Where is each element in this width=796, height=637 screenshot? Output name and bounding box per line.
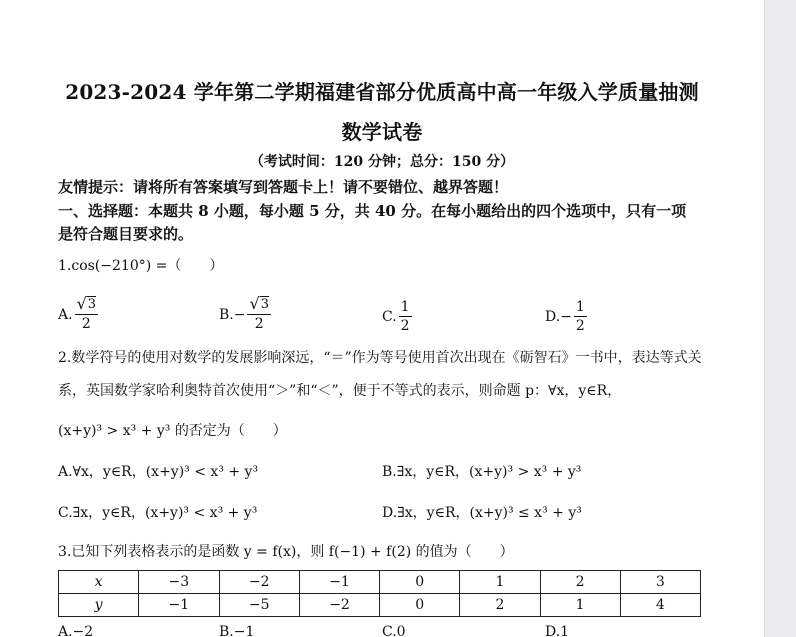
table-cell: y — [59, 594, 139, 617]
fraction — [399, 298, 412, 335]
table-cell: 1 — [540, 594, 620, 617]
table-cell: −5 — [219, 594, 299, 617]
table-cell: −1 — [139, 594, 219, 617]
option-label: D. — [545, 308, 561, 325]
table-cell: 2 — [460, 594, 540, 617]
table-row-x — [59, 571, 701, 594]
question-1-stem: 1.cos(−210°) =（ ） — [58, 258, 224, 274]
viewer-scroll-gutter[interactable] — [764, 0, 796, 637]
fraction: √ 3 2 — [249, 294, 269, 332]
denominator: 2 — [254, 316, 264, 332]
question-2-option-b: B.∃x，y∈R，(x+y)³ > x³ + y³ — [382, 464, 582, 480]
option-label: C. — [382, 308, 397, 325]
question-2-option-a: A.∀x，y∈R，(x+y)³ < x³ + y³ — [58, 464, 259, 480]
denominator: 2 — [400, 318, 410, 334]
notice-text: 友情提示：请将所有答案填写到答题卡上！请不要错位、越界答题！ — [58, 178, 509, 196]
question-2-line2: 系，英国数学家哈利奥特首次使用“＞”和“＜”，便于不等式的表示，则命题 p：∀x，y∈R， — [58, 383, 622, 399]
question-3-option-c: C.0 — [382, 624, 406, 637]
question-1-option-a — [58, 296, 100, 333]
table-cell: −1 — [299, 571, 379, 594]
question-3-stem: 3.已知下列表格表示的是函数 y = f(x)，则 f(−1) + f(2) 的值为（ ） — [58, 544, 514, 560]
question-1-option-d — [545, 298, 589, 335]
exam-subject-title: 数学试卷 — [341, 120, 423, 144]
question-2-line3: (x+y)³ > x³ + y³ 的否定为（ ） — [58, 423, 287, 439]
function-value-table — [58, 570, 701, 617]
fraction — [574, 298, 587, 335]
radicand: 3 — [260, 297, 269, 312]
table-cell: −3 — [139, 571, 219, 594]
section-heading-line1: 一、选择题：本题共 8 小题，每小题 5 分，共 40 分。在每小题给出的四个选项中，只有一项 — [58, 202, 687, 220]
table-cell: 0 — [380, 594, 460, 617]
option-sign: − — [560, 308, 572, 325]
question-2-option-d: D.∃x，y∈R，(x+y)³ ≤ x³ + y³ — [382, 505, 582, 521]
denominator: 2 — [575, 318, 585, 334]
question-3-option-a: A.−2 — [58, 624, 94, 637]
denominator: 2 — [81, 316, 91, 332]
table-cell: 2 — [540, 571, 620, 594]
question-1-option-c — [382, 298, 414, 335]
fraction: √ 3 2 — [76, 294, 97, 332]
table-cell: 1 — [460, 571, 540, 594]
question-2-line1: 2.数学符号的使用对数学的发展影响深远，“＝”作为等号使用首次出现在《砺智石》一书中，表达等式关 — [58, 350, 702, 366]
option-label: A. — [58, 306, 73, 323]
table-cell: −2 — [299, 594, 379, 617]
section-heading-line2: 是符合题目要求的。 — [58, 225, 194, 243]
table-cell: −2 — [219, 571, 299, 594]
question-1-option-b — [219, 296, 273, 333]
numerator: 1 — [400, 299, 410, 315]
table-row-y — [59, 594, 701, 617]
exam-title: 2023-2024 学年第二学期福建省部分优质高中高一年级入学质量抽测 — [65, 80, 699, 104]
option-sign: − — [233, 306, 246, 323]
table-cell: 0 — [380, 571, 460, 594]
exam-info: （考试时间：120 分钟；总分：150 分） — [249, 154, 515, 170]
table-cell: 4 — [620, 594, 700, 617]
question-3-option-d: D.1 — [545, 624, 570, 637]
question-2-option-c: C.∃x，y∈R，(x+y)³ < x³ + y³ — [58, 505, 258, 521]
question-3-option-b: B.−1 — [219, 624, 255, 637]
table-cell: 3 — [620, 571, 700, 594]
option-label: B. — [219, 306, 234, 323]
table-cell: x — [59, 571, 139, 594]
numerator: 1 — [575, 299, 585, 315]
radicand: 3 — [87, 297, 97, 312]
